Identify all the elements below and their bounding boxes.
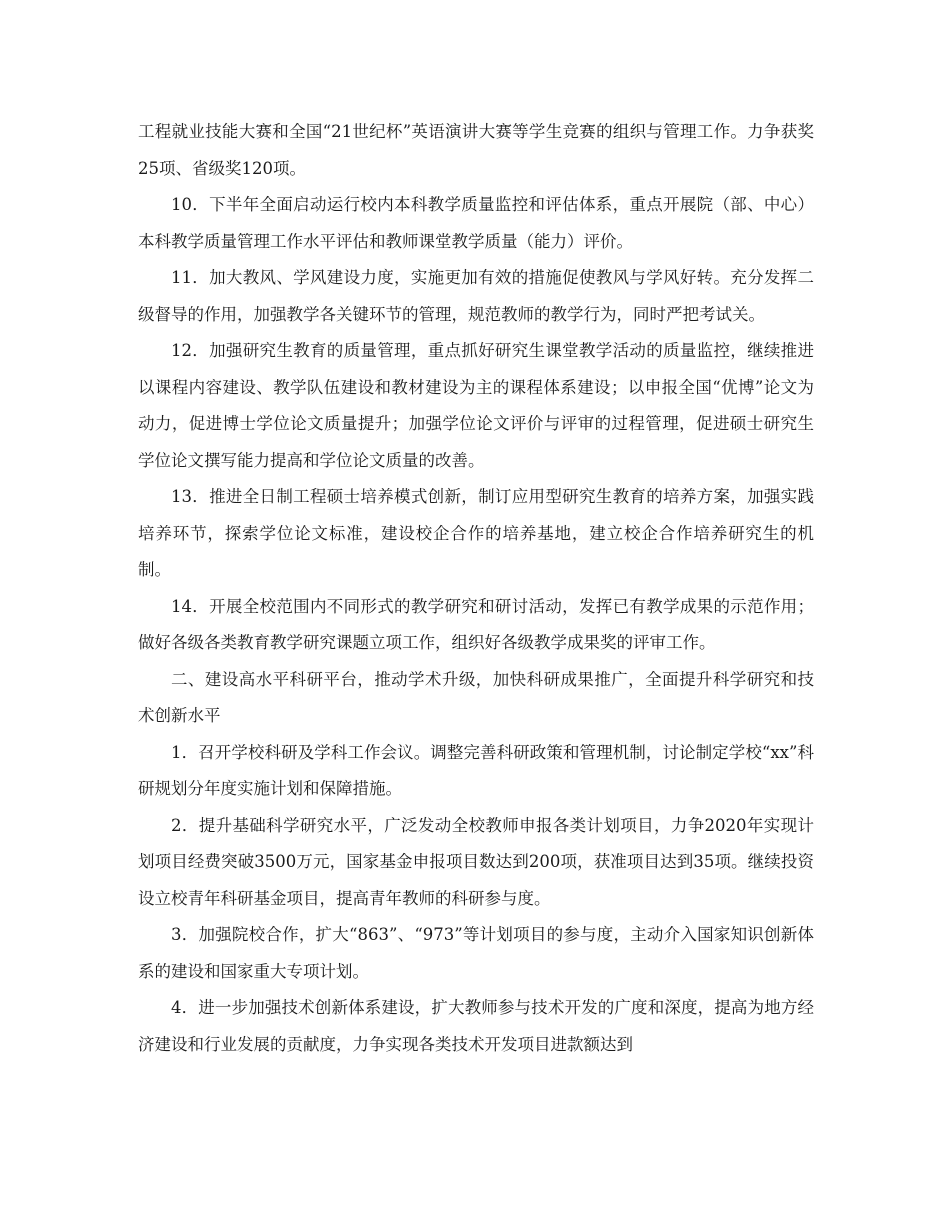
paragraph-item-14: 14．开展全校范围内不同形式的教学研究和研讨活动，发挥已有教学成果的示范作用；做好各级各类教育教学研究课题立项工作，组织好各级教学成果奖的评审工作。 [138, 596, 814, 652]
paragraph-item-3: 3．加强院校合作，扩大“863”、“973”等计划项目的参与度，主动介入国家知识创新体系的建设和国家重大专项计划。 [138, 925, 814, 981]
paragraph-item-13: 13．推进全日制工程硕士培养模式创新，制订应用型研究生教育的培养方案，加强实践培养环节，探索学位论文标准，建设校企合作的培养基地，建立校企合作培养研究生的机制。 [138, 487, 814, 579]
paragraph-continued: 工程就业技能大赛和全国“21世纪杯”英语演讲大赛等学生竞赛的组织与管理工作。力争获奖25项、省级奖120项。 [138, 122, 814, 178]
paragraph-item-12: 12．加强研究生教育的质量管理，重点抓好研究生课堂教学活动的质量监控，继续推进以课程内容建设、教学队伍建设和教材建设为主的课程体系建设；以申报全国“优博”论文为动力，促进博士学位论文质量提升；加强学位论文评价与评审的过程管理，促进硕士研究生学位论文撰写能力提高和学位论文质量的改善。 [138, 341, 814, 470]
paragraph-item-10: 10．下半年全面启动运行校内本科教学质量监控和评估体系，重点开展院（部、中心）本科教学质量管理工作水平评估和教师课堂教学质量（能力）评价。 [138, 195, 814, 251]
paragraph-item-11: 11．加大教风、学风建设力度，实施更加有效的措施促使教风与学风好转。充分发挥二级督导的作用，加强教学各关键环节的管理，规范教师的教学行为，同时严把考试关。 [138, 268, 814, 324]
paragraph-item-2: 2．提升基础科学研究水平，广泛发动全校教师申报各类计划项目，力争2020年实现计划项目经费突破3500万元，国家基金申报项目数达到200项，获准项目达到35项。继续投资设立校青年科研基金项目，提高青年教师的科研参与度。 [138, 815, 814, 908]
document-body [138, 114, 814, 1063]
paragraph-item-4: 4．进一步加强技术创新体系建设，扩大教师参与技术开发的广度和深度，提高为地方经济建设和行业发展的贡献度，力争实现各类技术开发项目进款额达到 [138, 998, 814, 1054]
section-heading-2: 二、建设高水平科研平台，推动学术升级，加快科研成果推广，全面提升科学研究和技术创新水平 [138, 669, 814, 725]
paragraph-item-1: 1．召开学校科研及学科工作会议。调整完善科研政策和管理机制，讨论制定学校“xx”科研规划分年度实施计划和保障措施。 [138, 742, 814, 798]
